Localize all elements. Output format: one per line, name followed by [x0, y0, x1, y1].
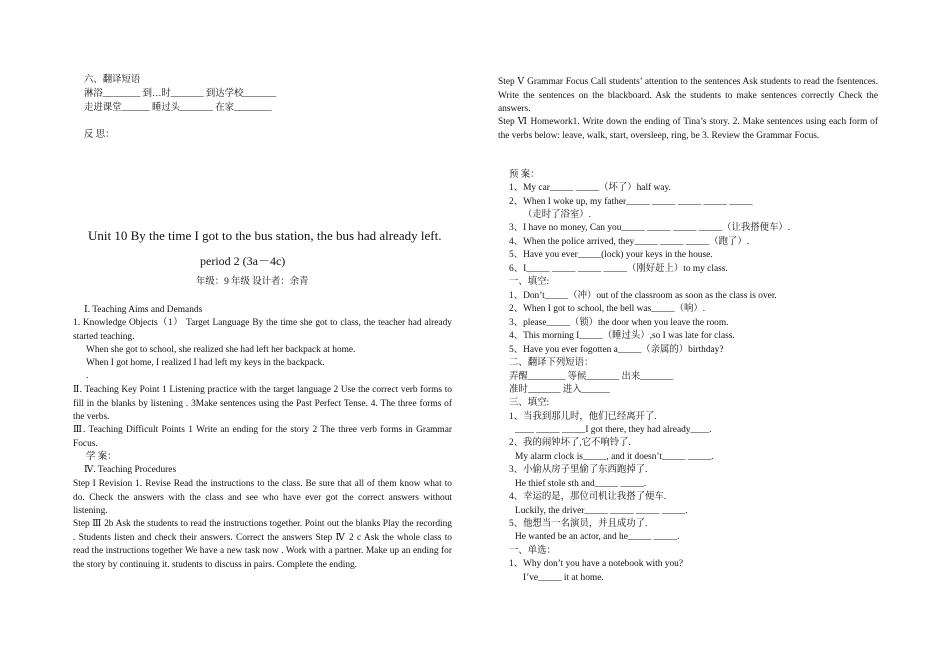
- fill-section-title: 一、填空:: [509, 277, 550, 287]
- dot-line: .: [86, 371, 89, 381]
- sentence-5-en: He wanted be an actor, and he_____ _____.: [515, 532, 680, 542]
- step-five-grammar: Step Ⅴ Grammar Focus Call students’ attention to the sentences Ask students to read the fsentences. Write the sentences on the blackboard. Ask the students to make sentences correctly Check the answers.: [498, 77, 878, 114]
- preview-item-3: 3、I have no money, Can you_____ _____ _____ _____（让我搭便车）.: [509, 223, 791, 233]
- fill-item-2: 2、When I got to school, the bell was_____（响）.: [509, 304, 706, 314]
- choice-section-title: 一、单选：: [509, 546, 556, 556]
- procedures-heading: Ⅳ. Teaching Procedures: [84, 465, 177, 475]
- reflection-label: 反 思：: [84, 130, 115, 140]
- translate-line-1: 弄醒________ 等候_______ 出来_______: [509, 372, 674, 382]
- preview-item-2: 2、When I woke up, my father_____ _____ _____ _____ _____: [509, 197, 753, 207]
- period-title: period 2 (3a－4c): [200, 254, 286, 268]
- aims-heading: Ⅰ. Teaching Aims and Demands: [84, 305, 203, 315]
- choice-item-1: 1、Why don’t you have a notebook with you?: [509, 559, 684, 569]
- xuean-label: 学 案：: [86, 452, 117, 462]
- preview-item-6: 6、I_____ _____ _____ _____（刚好赶上）to my class.: [509, 264, 728, 274]
- section-six-title: 六、翻译短语: [84, 75, 141, 85]
- step-three-four: Step Ⅲ 2b Ask the students to read the instructions together. Point out the blanks Play the recording . Students listen and check their answers. Correct the answers Step Ⅳ 2 c Ask the whole class to read the instructions together We have a new task now . Work with a partner. Make up an ending for the story by continuing it. students to discuss in pairs. Complete the ending.: [73, 519, 452, 570]
- preview-item-5: 5、Have you ever_____(lock) your keys in the house.: [509, 250, 713, 260]
- step-six-homework: Step Ⅵ Homework1. Write down the ending of Tina’s story. 2. Make sentences using each form of the verbs below: leave, walk, start, oversleep, ring, be 3. Review the Grammar Focus.: [498, 117, 878, 141]
- sentence-5-cn: 5、他想当一名演员，并且成功了.: [509, 519, 648, 529]
- difficult-points: Ⅲ. Teaching Difficult Points 1 Write an ending for the story 2 The three verb forms in Grammar Focus.: [73, 425, 452, 449]
- translate-line-2: 准时_______ 进入______: [509, 385, 610, 395]
- sentence-2-en: My alarm clock is_____, and it doesn’t_____ _____.: [515, 452, 714, 462]
- sentence-1-cn: 1、当我到那儿时，他们已经离开了.: [509, 412, 657, 422]
- unit-title: Unit 10 By the time I got to the bus station, the bus had already left.: [88, 228, 442, 243]
- sentence-1-en: ____ _____ _____I got there, they had already____.: [515, 425, 712, 435]
- fill-item-5: 5、Have you ever fogotten a_____（亲属的）birthday?: [509, 345, 724, 355]
- preview-item-1: 1、My car_____ _____（坏了）half way.: [509, 183, 671, 193]
- sentence-4-cn: 4、幸运的是，那位司机让我搭了便车.: [509, 492, 667, 502]
- choice-item-1-answer: I’ve_____ it at home.: [523, 573, 604, 583]
- fill-item-1: 1、Don’t_____（冲）out of the classroom as soon as the class is over.: [509, 291, 777, 301]
- fill2-section-title: 三、填空:: [509, 398, 550, 408]
- sentence-2-cn: 2、我的闹钟坏了,它不响铃了.: [509, 438, 631, 448]
- yuan-label: 预 案：: [509, 170, 540, 180]
- phrase-line-2: 走进课堂______ 睡过头_______ 在家________: [84, 103, 272, 113]
- key-point: Ⅱ. Teaching Key Point 1 Listening practice with the target language 2 Use the correct verb forms to fill in the blanks by listening . 3Make sentences using the Past Perfect Tense. 4. The three forms of the verbs.: [73, 385, 452, 422]
- preview-item-2-hint: （走时了浴室）.: [523, 210, 591, 220]
- example-sentence-2: When I got home, I realized I had left my keys in the backpack.: [86, 358, 325, 368]
- fill-item-4: 4、This morning I_____（睡过头）,so I was late for class.: [509, 331, 735, 341]
- step-one-revision: Step I Revision 1. Revise Read the instructions to the class. Be sure that all of them know what to do. Check the answers with the class and see who have ever got the correct answers without listening.: [73, 479, 452, 516]
- knowledge-objects: 1. Knowledge Objects（1） Target Language By the time she got to class, the teacher had already started teaching.: [73, 318, 452, 342]
- sentence-4-en: Luckily, the driver_____ _____ _____ _____.: [515, 506, 688, 516]
- sentence-3-cn: 3、小偷从房子里偷了东西跑掉了.: [509, 465, 648, 475]
- translate-section-title: 二、翻译下列短语：: [509, 358, 594, 368]
- phrase-line-1: 淋浴________ 到…时_______ 到达学校_______: [84, 89, 277, 99]
- sentence-3-en: He thief stole sth and_____ _____.: [515, 479, 647, 489]
- grade-designer-line: 年级：9 年级 设计者：余青: [196, 277, 309, 287]
- preview-item-4: 4、When the police arrived, they_____ _____ _____（跑了）.: [509, 237, 750, 247]
- example-sentence-1: When she got to school, she realized she had left her backpack at home.: [86, 345, 356, 355]
- fill-item-3: 3、please_____（锁）the door when you leave the room.: [509, 318, 729, 328]
